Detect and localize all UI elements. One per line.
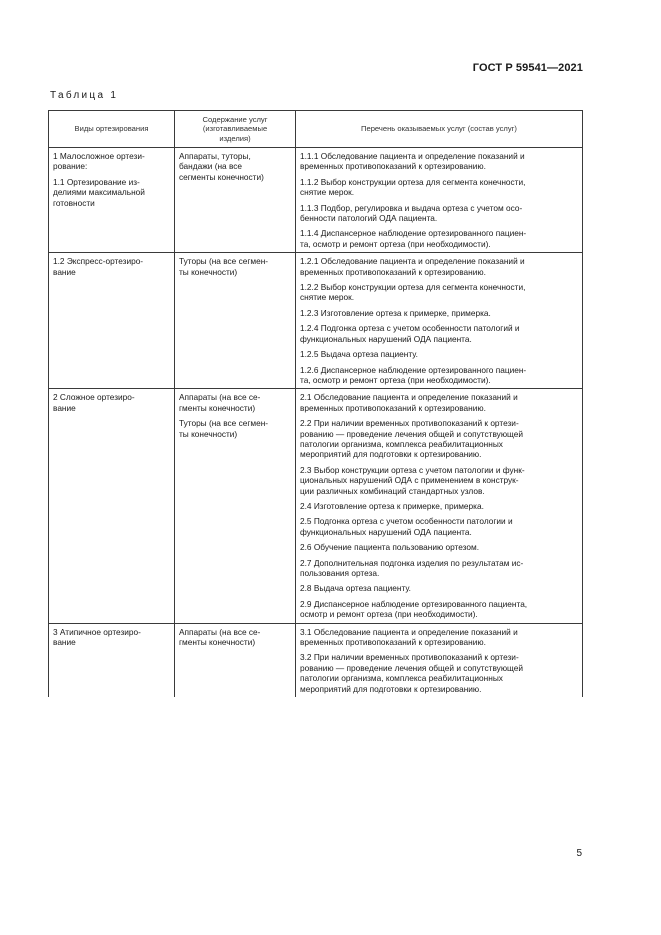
cell-content <box>175 389 296 623</box>
service-item: 1.2.3 Изготовление ортеза к примерке, примерка. <box>300 307 491 318</box>
table-row <box>49 623 583 697</box>
service-item: 1.2.4 Подгонка ортеза с учетом особенности патологий и функциональных нарушений ОДА пациента. <box>300 323 520 344</box>
cell-services <box>296 389 583 623</box>
cell-content <box>175 148 296 253</box>
service-item: 2.6 Обучение пациента пользованию ортезом. <box>300 542 480 553</box>
content-text: Туторы (на все сегмен- ты конечности) <box>179 418 269 439</box>
service-item: 2.5 Подгонка ортеза с учетом особенности патологии и функциональных нарушений ОДА пациента. <box>300 516 513 537</box>
service-item: 1.1.2 Выбор конструкции ортеза для сегмента конечности, снятие мерок. <box>300 176 526 198</box>
service-item: 2.3 Выбор конструкции ортеза с учетом патологии и функ- циональных нарушений ОДА с применением в конструк- ции различных комбинаций стандартных узлов. <box>300 464 525 496</box>
service-item: 2.4 Изготовление ортеза к примерке, примерка. <box>300 500 484 511</box>
service-item: 1.2.2 Выбор конструкции ортеза для сегмента конечности, снятие мерок. <box>300 282 526 303</box>
table-header-row <box>49 111 583 148</box>
page-number: 5 <box>576 848 582 859</box>
service-item: 3.1 Обследование пациента и определение показаний и временных противопоказаний к ортезированию. <box>300 626 518 648</box>
column-header-kind: Виды ортезирования <box>49 111 175 148</box>
table-caption: Таблица 1 <box>50 90 119 101</box>
service-item: 1.2.1 Обследование пациента и определение показаний и временных противопоказаний к ортезированию. <box>300 256 525 277</box>
content-text: Аппараты, туторы, бандажи (на все сегменты конечности) <box>179 151 264 182</box>
cell-kind <box>49 623 175 697</box>
cell-kind <box>49 253 175 389</box>
service-item: 1.2.6 Диспансерное наблюдение ортезированного пациен- та, осмотр и ремонт ортеза (при необходимости). <box>300 364 527 385</box>
service-item: 2.9 Диспансерное наблюдение ортезированного пациента, осмотр и ремонт ортеза (при необходимости). <box>300 598 528 620</box>
service-item: 2.2 При наличии временных противопоказаний к ортези- рованию — проведение лечения общей и сопутствующей патологии организма, комплекса реабилитационных мероприятий для подготовки к ортезированию. <box>300 418 524 460</box>
kind-text: 1.1 Ортезирование из- делиями максимальной готовности <box>53 176 145 208</box>
cell-content <box>175 623 296 697</box>
service-item: 1.2.5 Выдача ортеза пациенту. <box>300 349 418 360</box>
service-item: 2.8 Выдача ортеза пациенту. <box>300 583 411 594</box>
content-text: Аппараты (на все се- гменты конечности) <box>179 626 261 648</box>
kind-text: 2 Сложное ортезиро- вание <box>53 392 135 413</box>
service-item: 3.2 При наличии временных противопоказаний к ортези- рованию — проведение лечения общей и сопутствующей патологии организма, комплекса реабилитационных мероприятий для подготовки к ортезированию. <box>300 652 524 694</box>
cell-kind <box>49 148 175 253</box>
column-header-services: Перечень оказываемых услуг (состав услуг) <box>296 111 583 148</box>
service-item: 1.1.3 Подбор, регулировка и выдача ортеза с учетом осо- бенности патологий ОДА пациента. <box>300 202 523 224</box>
table-row <box>49 148 583 253</box>
cell-services <box>296 623 583 697</box>
document-code: ГОСТ Р 59541—2021 <box>472 62 583 74</box>
cell-kind <box>49 389 175 623</box>
service-item: 2.7 Дополнительная подгонка изделия по результатам ис- пользования ортеза. <box>300 557 524 578</box>
table-row <box>49 389 583 623</box>
content-text: Туторы (на все сегмен- ты конечности) <box>179 256 269 277</box>
column-header-content: Содержание услуг (изготавливаемые изделия) <box>175 111 296 148</box>
kind-text: 1.2 Экспресс-ортезиро- вание <box>53 256 144 277</box>
cell-services <box>296 148 583 253</box>
content-text: Аппараты (на все се- гменты конечности) <box>179 392 261 413</box>
cell-content <box>175 253 296 389</box>
kind-text: 1 Малосложное ортези- рование: <box>53 151 145 172</box>
cell-services <box>296 253 583 389</box>
table-row <box>49 253 583 389</box>
service-item: 1.1.1 Обследование пациента и определение показаний и временных противопоказаний к ортезированию. <box>300 151 525 172</box>
kind-text: 3 Атипичное ортезиро- вание <box>53 626 141 648</box>
service-item: 1.1.4 Диспансерное наблюдение ортезированного пациен- та, осмотр и ремонт ортеза (при необходимости). <box>300 228 527 249</box>
services-table <box>48 110 583 697</box>
service-item: 2.1 Обследование пациента и определение показаний и временных противопоказаний к ортезированию. <box>300 392 518 413</box>
